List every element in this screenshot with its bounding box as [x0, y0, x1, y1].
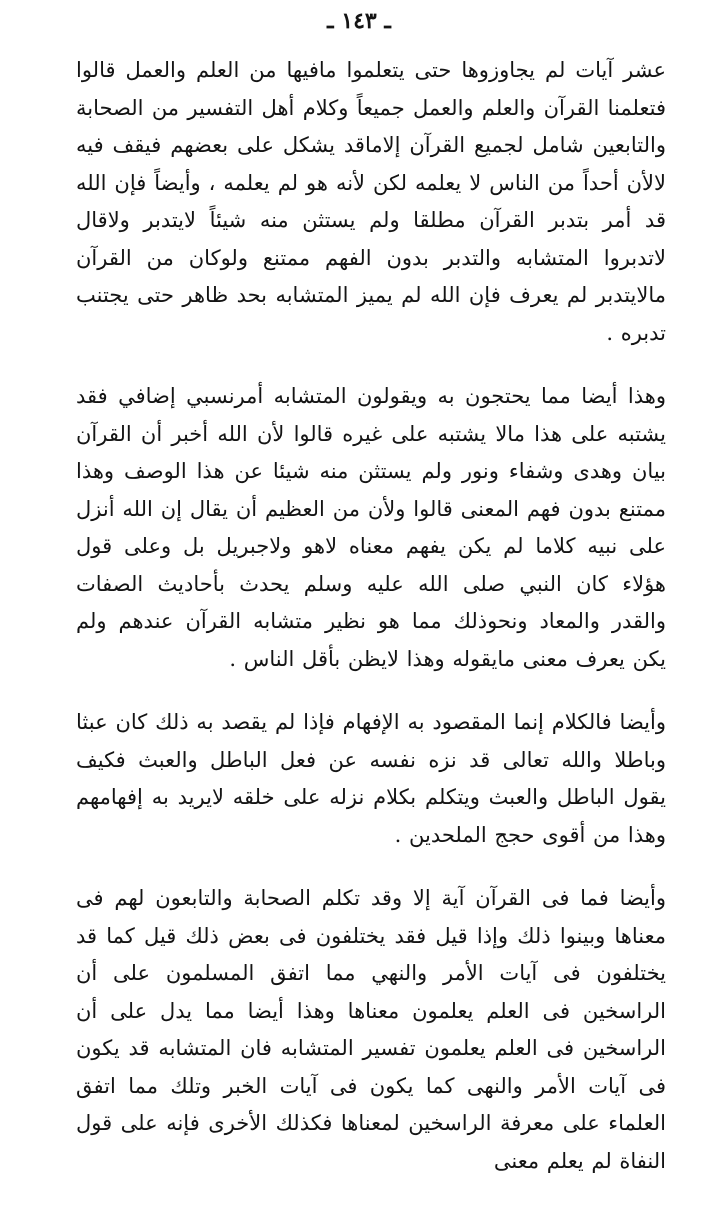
paragraph-4: وأيضا فما فى القرآن آية إلا وقد تكلم الصحابة والتابعون لهم فى معناها وبينوا ذلك وإذا قيل فقد يختلفون فى بعض ذلك قيل كما قد يختلفون فى آيات الأمر والنهي مما اتفق المسلمون على أن الراسخين فى العلم يعلمون معناها وهذا أيضا مما يدل على أن الراسخين فى العلم يعلمون تفسير المتشابه فان المتشابه قد يكون فى آيات الأمر والنهى كما يكون فى آيات الخبر وتلك مما اتفق العلماء على معرفة الراسخين لمعناها فكذلك الأخرى فإنه على قول النفاة لم يعلم معنى [76, 886, 666, 1173]
paragraph-1: عشر آيات لم يجاوزوها حتى يتعلموا مافيها من العلم والعمل قالوا فتعلمنا القرآن والعلم والعمل جميعاً وكلام أهل التفسير من الصحابة والتابعين شامل لجميع القرآن إلاماقد يشكل على بعضهم فيقف فيه لالأن أحداً من الناس لا يعلمه لكن لأنه هو لم يعلمه ، وأيضاً فإن الله قد أمر بتدبر القرآن مطلقا ولم يستثن منه شيئاً لايتدبر ولاقال لاتدبروا المتشابه والتدبر بدون الفهم ممتنع ولوكان من القرآن مالايتدبر لم يعرف فإن الله لم يميز المتشابه بحد ظاهر حتى يجتنب تدبره . [76, 58, 666, 345]
page-body [76, 52, 666, 1206]
page-number: ١٤٣ [341, 8, 377, 34]
header-dash-right: ـ [327, 8, 334, 34]
page-header [0, 8, 718, 34]
paragraph-2: وهذا أيضا مما يحتجون به ويقولون المتشابه أمرنسبي إضافي فقد يشتبه على هذا مالا يشتبه على غيره قالوا لأن الله أخبر أن القرآن بيان وهدى وشفاء ونور ولم يستثن منه شيئا عن هذا الوصف وهذا ممتنع بدون فهم المعنى قالوا ولأن من العظيم أن يقال إن الله أنزل على نبيه كلاما لم يكن يفهم معناه لاهو ولاجبريل بل وعلى قول هؤلاء كان النبي صلى الله عليه وسلم يحدث بأحاديث الصفات والقدر والمعاد ونحوذلك مما هو نظير متشابه القرآن عندهم ولم يكن يعرف معنى مايقوله وهذا لايظن بأقل الناس . [76, 384, 666, 671]
header-dash-left: ـ [384, 8, 391, 34]
paragraph-3: وأيضا فالكلام إنما المقصود به الإفهام فإذا لم يقصد به ذلك كان عبثا وباطلا والله تعالى قد نزه نفسه عن فعل الباطل والعبث فكيف يقول الباطل والعبث ويتكلم بكلام نزله على خلقه لايريد به إفهامهم وهذا من أقوى حجج الملحدين . [76, 710, 666, 847]
